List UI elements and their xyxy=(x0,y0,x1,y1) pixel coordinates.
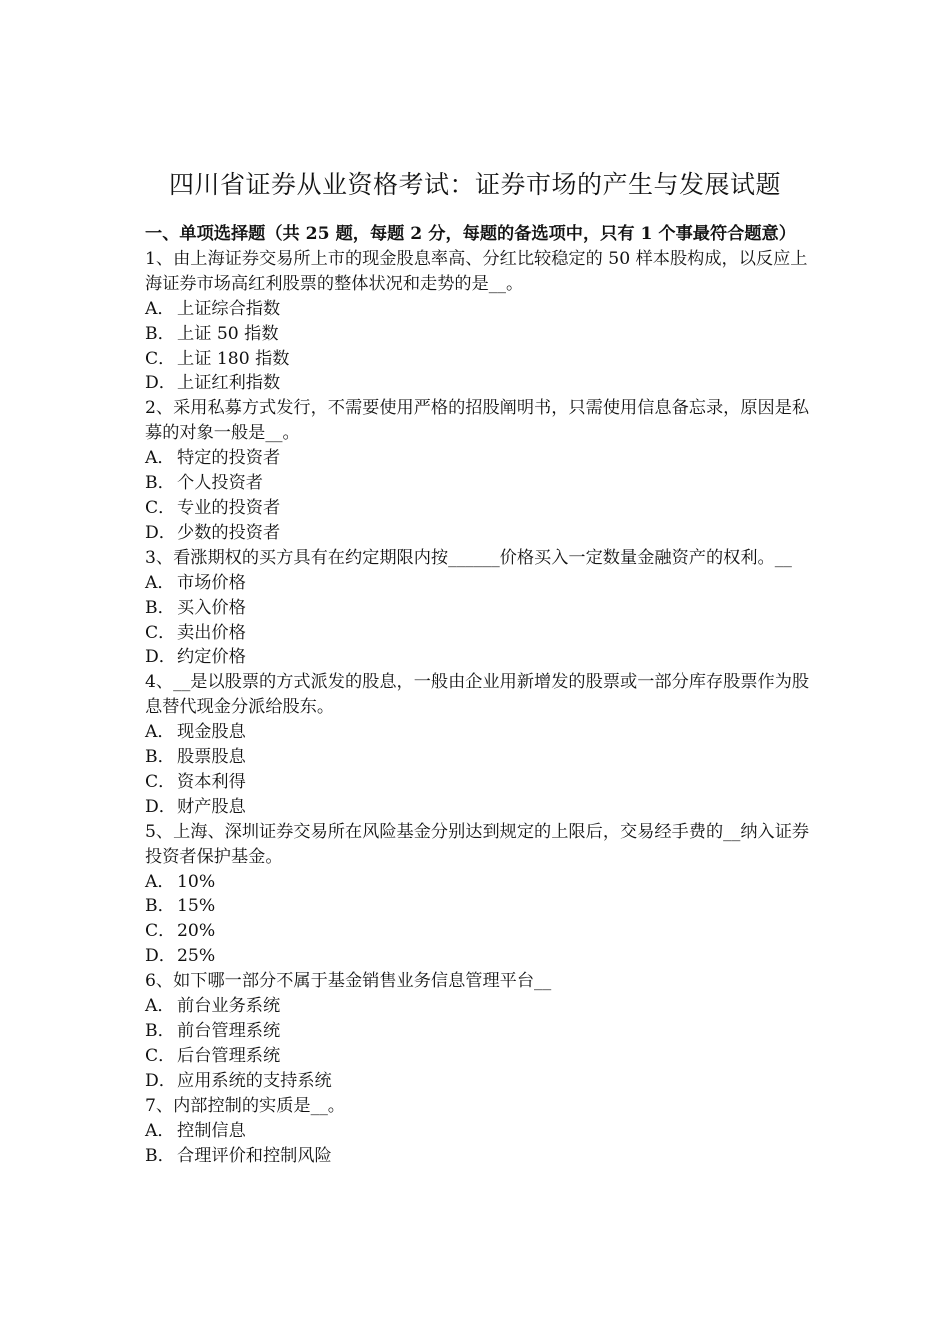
question-text: 4、__是以股票的方式派发的股息，一般由企业用新增发的股票或一部分库存股票作为股息替代现金分派给股东。 xyxy=(145,672,810,718)
option-text: 前台业务系统 xyxy=(177,996,281,1017)
option-letter: A． xyxy=(145,448,175,469)
question-text: 3、看涨期权的买方具有在约定期限内按______价格买入一定数量金融资产的权利。__ xyxy=(145,547,792,568)
document-title: 四川省证券从业资格考试：证券市场的产生与发展试题 xyxy=(168,169,781,199)
option-text: 少数的投资者 xyxy=(177,522,281,543)
question-4 xyxy=(145,670,811,819)
option-text: 特定的投资者 xyxy=(177,448,281,469)
option-letter: C． xyxy=(145,348,176,369)
option-letter: B． xyxy=(145,1145,175,1166)
question-1 xyxy=(145,247,811,396)
option-item xyxy=(145,870,811,895)
option-item xyxy=(145,596,811,621)
option-text: 卖出价格 xyxy=(177,622,246,643)
option-text: 财产股息 xyxy=(177,796,246,817)
option-letter: B． xyxy=(145,323,175,344)
option-letter: B． xyxy=(145,747,175,768)
question-text: 6、如下哪一部分不属于基金销售业务信息管理平台__ xyxy=(145,971,552,992)
option-item xyxy=(145,770,811,795)
option-text: 资本利得 xyxy=(177,771,246,792)
option-text: 10% xyxy=(177,871,216,892)
option-letter: B． xyxy=(145,597,175,618)
option-item xyxy=(145,471,811,496)
question-text: 2、采用私募方式发行，不需要使用严格的招股阐明书，只需使用信息备忘录，原因是私募的对象一般是__。 xyxy=(145,398,810,444)
option-item xyxy=(145,720,811,745)
option-text: 前台管理系统 xyxy=(177,1021,281,1041)
question-2 xyxy=(145,396,811,545)
option-letter: A． xyxy=(145,572,175,593)
option-text: 后台管理系统 xyxy=(177,1045,281,1066)
option-letter: D． xyxy=(145,647,176,668)
option-text: 现金股息 xyxy=(177,722,246,743)
option-text: 市场价格 xyxy=(177,572,246,593)
option-letter: D． xyxy=(145,373,176,394)
option-text: 上证 50 指数 xyxy=(177,323,279,344)
option-item xyxy=(145,795,811,820)
option-text: 上证 180 指数 xyxy=(177,348,290,369)
option-text: 上证综合指数 xyxy=(177,298,281,319)
option-letter: A． xyxy=(145,298,175,319)
question-text: 1、由上海证券交易所上市的现金股息率高、分红比较稳定的 50 样本股构成，以反应上海证券市场高红利股票的整体状况和走势的是__。 xyxy=(145,248,808,294)
option-item xyxy=(145,322,811,347)
option-item xyxy=(145,621,811,646)
option-text: 合理评价和控制风险 xyxy=(177,1145,332,1166)
option-item xyxy=(145,496,811,521)
option-letter: A． xyxy=(145,1120,175,1141)
option-text: 股票股息 xyxy=(177,747,246,768)
option-letter: C． xyxy=(145,1045,176,1066)
question-7 xyxy=(145,1094,811,1169)
option-item xyxy=(145,944,811,969)
option-item xyxy=(145,446,811,471)
option-item xyxy=(145,919,811,944)
option-letter: A． xyxy=(145,996,175,1017)
option-letter: D． xyxy=(145,946,176,967)
question-text: 5、上海、深圳证券交易所在风险基金分别达到规定的上限后，交易经手费的__纳入证券投资者保护基金。 xyxy=(145,821,810,867)
option-item xyxy=(145,521,811,546)
option-item xyxy=(145,645,811,670)
question-6 xyxy=(145,969,811,1094)
option-text: 专业的投资者 xyxy=(177,497,281,518)
option-letter: C． xyxy=(145,771,176,792)
option-item xyxy=(145,894,811,919)
question-list xyxy=(145,247,811,1169)
document-body xyxy=(145,222,811,1168)
option-text: 20% xyxy=(177,921,216,942)
option-letter: C． xyxy=(145,497,176,518)
option-letter: A． xyxy=(145,871,175,892)
option-item xyxy=(145,1144,811,1169)
option-text: 25% xyxy=(177,946,216,967)
option-letter: B． xyxy=(145,473,175,494)
option-item xyxy=(145,347,811,372)
option-letter: D． xyxy=(145,522,176,543)
question-text: 7、内部控制的实质是__。 xyxy=(145,1095,345,1116)
option-item xyxy=(145,745,811,770)
question-3 xyxy=(145,546,811,671)
option-item xyxy=(145,1044,811,1069)
option-item xyxy=(145,297,811,322)
option-item xyxy=(145,1119,811,1144)
option-item xyxy=(145,1069,811,1094)
option-text: 控制信息 xyxy=(177,1120,246,1141)
question-5 xyxy=(145,820,811,969)
option-text: 上证红利指数 xyxy=(177,373,281,394)
option-item xyxy=(145,994,811,1019)
option-text: 买入价格 xyxy=(177,597,246,618)
option-item xyxy=(145,571,811,596)
option-letter: C． xyxy=(145,622,176,643)
option-letter: A． xyxy=(145,722,175,743)
option-text: 15% xyxy=(177,896,216,917)
option-letter: B． xyxy=(145,1021,175,1041)
option-item xyxy=(145,1019,811,1044)
option-text: 应用系统的支持系统 xyxy=(177,1070,332,1091)
option-letter: D． xyxy=(145,1070,176,1091)
section-heading: 一、单项选择题（共 25 题，每题 2 分，每题的备选项中，只有 1 个事最符合题意） xyxy=(145,224,796,244)
option-letter: D． xyxy=(145,796,176,817)
option-letter: B． xyxy=(145,896,175,917)
option-text: 个人投资者 xyxy=(177,473,263,494)
option-item xyxy=(145,371,811,396)
option-text: 约定价格 xyxy=(177,647,246,668)
option-letter: C． xyxy=(145,921,176,942)
